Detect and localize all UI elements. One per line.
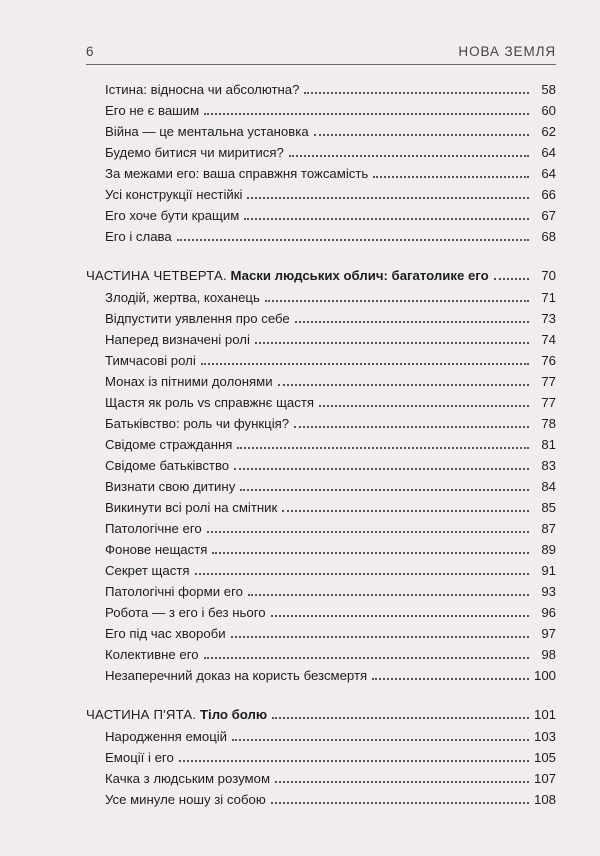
- toc-entry[interactable]: [86, 517, 556, 537]
- dot-leader: [373, 174, 529, 178]
- toc-entry-page: 87: [541, 521, 556, 536]
- toc-entry[interactable]: [86, 391, 556, 411]
- toc-entry-title: Емоції і его: [105, 750, 174, 765]
- dot-leader: [275, 779, 529, 783]
- toc-entry-page: 103: [533, 729, 556, 744]
- toc-entry-page: 98: [541, 647, 556, 662]
- dot-leader: [271, 613, 529, 617]
- toc-entry-title: Наперед визначені ролі: [105, 332, 250, 347]
- toc-entry[interactable]: [86, 78, 556, 98]
- toc-entry-page: 78: [541, 416, 556, 431]
- toc-entry-page: 85: [541, 500, 556, 515]
- dot-leader: [272, 715, 529, 719]
- toc-entry-page: 84: [541, 479, 556, 494]
- toc-entry-title: Відпустити уявлення про себе: [105, 311, 290, 326]
- dot-leader: [265, 298, 529, 302]
- dot-leader: [314, 132, 529, 136]
- toc-entry-page: 60: [541, 103, 556, 118]
- toc-part-heading[interactable]: [86, 703, 556, 723]
- dot-leader: [204, 655, 529, 659]
- toc-entry[interactable]: [86, 496, 556, 516]
- toc-entry-title: Колективне его: [105, 647, 199, 662]
- toc-entry[interactable]: [86, 475, 556, 495]
- toc-entry[interactable]: [86, 307, 556, 327]
- part-label: ЧАСТИНА ЧЕТВЕРТА.: [86, 268, 227, 283]
- dot-leader: [278, 382, 529, 386]
- toc-entry[interactable]: [86, 99, 556, 119]
- toc-entry-title: Свідоме батьківство: [105, 458, 230, 473]
- book-title: НОВА ЗЕМЛЯ: [458, 44, 556, 59]
- toc-entry-page: 100: [533, 668, 556, 683]
- toc-entry-page: 93: [541, 584, 556, 599]
- dot-leader: [201, 361, 529, 365]
- toc-entry-title: Усе минуле ношу зі собою: [105, 792, 266, 807]
- dot-leader: [271, 800, 529, 804]
- toc-entry-title: Фонове нещастя: [105, 542, 208, 557]
- toc-entry-page: 62: [541, 124, 556, 139]
- toc-entry[interactable]: [86, 412, 556, 432]
- toc-entry-page: 105: [533, 750, 556, 765]
- part-title: Тіло болю: [199, 707, 268, 722]
- toc-entry-title: Визнати свою дитину: [105, 479, 236, 494]
- toc-entry-title: Его не є вашим: [105, 103, 200, 118]
- toc-entry-page: 67: [541, 208, 556, 223]
- dot-leader: [232, 737, 529, 741]
- toc-entry-page: 89: [541, 542, 556, 557]
- toc-entry[interactable]: [86, 788, 556, 808]
- toc-entry[interactable]: [86, 725, 556, 745]
- toc-entry-title: Патологічні форми его: [105, 584, 243, 599]
- toc-entry-page: 91: [541, 563, 556, 578]
- dot-leader: [231, 634, 529, 638]
- toc-entry[interactable]: [86, 141, 556, 161]
- toc-entry-page: 108: [533, 792, 556, 807]
- toc-entry[interactable]: [86, 538, 556, 558]
- toc-entry-page: 96: [541, 605, 556, 620]
- page-number: 6: [86, 44, 94, 59]
- toc-entry-title: Его і слава: [105, 229, 172, 244]
- toc-entry-page: 73: [541, 311, 556, 326]
- toc-entry-title: Будемо битися чи миритися?: [105, 145, 284, 160]
- toc-entry-page: 81: [541, 437, 556, 452]
- dot-leader: [207, 529, 529, 533]
- toc-entry[interactable]: [86, 120, 556, 140]
- toc-entry-page: 64: [541, 166, 556, 181]
- toc-entry[interactable]: [86, 622, 556, 642]
- toc-entry-page: 68: [541, 229, 556, 244]
- dot-leader: [319, 403, 529, 407]
- dot-leader: [244, 216, 529, 220]
- dot-leader: [195, 571, 529, 575]
- part-label: ЧАСТИНА П'ЯТА.: [86, 707, 197, 722]
- toc-entry-page: 66: [541, 187, 556, 202]
- toc-entry-title: Секрет щастя: [105, 563, 190, 578]
- part-title: Маски людських облич: багатолике его: [230, 268, 489, 283]
- toc-entry-title: Патологічне его: [105, 521, 202, 536]
- toc-entry-title: Народження емоцій: [105, 729, 228, 744]
- dot-leader: [289, 153, 529, 157]
- toc-entry[interactable]: [86, 370, 556, 390]
- toc-entry[interactable]: [86, 559, 556, 579]
- toc-entry[interactable]: [86, 767, 556, 787]
- dot-leader: [212, 550, 529, 554]
- toc-entry-title: Усі конструкції нестійкі: [105, 187, 243, 202]
- toc-entry-title: Істина: відносна чи абсолютна?: [105, 82, 300, 97]
- toc-entry[interactable]: [86, 204, 556, 224]
- dot-leader: [177, 237, 529, 241]
- toc-entry-title: За межами его: ваша справжня тожсамість: [105, 166, 369, 181]
- toc-entry[interactable]: [86, 664, 556, 684]
- toc-entry-page: 83: [541, 458, 556, 473]
- dot-leader: [255, 340, 529, 344]
- toc-entry-page: 101: [533, 707, 556, 722]
- toc-entry-page: 77: [541, 374, 556, 389]
- toc-entry-title: Качка з людським розумом: [105, 771, 271, 786]
- dot-leader: [204, 111, 529, 115]
- dot-leader: [234, 466, 529, 470]
- toc-entry[interactable]: [86, 454, 556, 474]
- toc-entry-page: 71: [541, 290, 556, 305]
- toc-entry[interactable]: [86, 349, 556, 369]
- toc-entry[interactable]: [86, 328, 556, 348]
- toc-entry-title: Его хоче бути кращим: [105, 208, 240, 223]
- toc-entry-page: 76: [541, 353, 556, 368]
- dot-leader: [304, 90, 529, 94]
- toc-entry[interactable]: [86, 580, 556, 600]
- toc-entry[interactable]: [86, 286, 556, 306]
- dot-leader: [372, 676, 529, 680]
- toc-entry-page: 64: [541, 145, 556, 160]
- toc-entry[interactable]: [86, 183, 556, 203]
- toc-entry-page: 77: [541, 395, 556, 410]
- toc-part-heading[interactable]: [86, 264, 556, 284]
- toc-entry-title: Незаперечний доказ на користь безсмертя: [105, 668, 368, 683]
- toc-entry-page: 97: [541, 626, 556, 641]
- dot-leader: [295, 319, 529, 323]
- toc-entry-title: Щастя як роль vs справжнє щастя: [105, 395, 315, 410]
- toc-entry[interactable]: [86, 162, 556, 182]
- toc-entry-page: 107: [533, 771, 556, 786]
- dot-leader: [240, 487, 529, 491]
- running-header: [86, 40, 556, 65]
- toc-entry-title: Війна — це ментальна установка: [105, 124, 309, 139]
- toc-entry-title: Свідоме страждання: [105, 437, 233, 452]
- toc-entry-title: Тимчасові ролі: [105, 353, 196, 368]
- toc-entry-page: 74: [541, 332, 556, 347]
- dot-leader: [237, 445, 529, 449]
- toc-entry-title: Викинути всі ролі на смітник: [105, 500, 278, 515]
- toc-entry-page: 70: [541, 268, 556, 283]
- toc-entry-page: 58: [541, 82, 556, 97]
- toc-entry-title: Монах із пітними долонями: [105, 374, 273, 389]
- toc-entry[interactable]: [86, 601, 556, 621]
- toc-entry[interactable]: [86, 433, 556, 453]
- toc-entry-title: Робота — з его і без нього: [105, 605, 266, 620]
- dot-leader: [248, 592, 529, 596]
- toc-entry-title: Его під час хвороби: [105, 626, 226, 641]
- dot-leader: [294, 424, 529, 428]
- toc-entry[interactable]: [86, 746, 556, 766]
- dot-leader: [282, 508, 529, 512]
- dot-leader: [179, 758, 529, 762]
- dot-leader: [247, 195, 529, 199]
- dot-leader: [494, 276, 529, 280]
- toc-entry-title: Батьківство: роль чи функція?: [105, 416, 290, 431]
- toc-entry-title: Злодій, жертва, коханець: [105, 290, 260, 305]
- toc-entry[interactable]: [86, 643, 556, 663]
- toc-entry[interactable]: [86, 225, 556, 245]
